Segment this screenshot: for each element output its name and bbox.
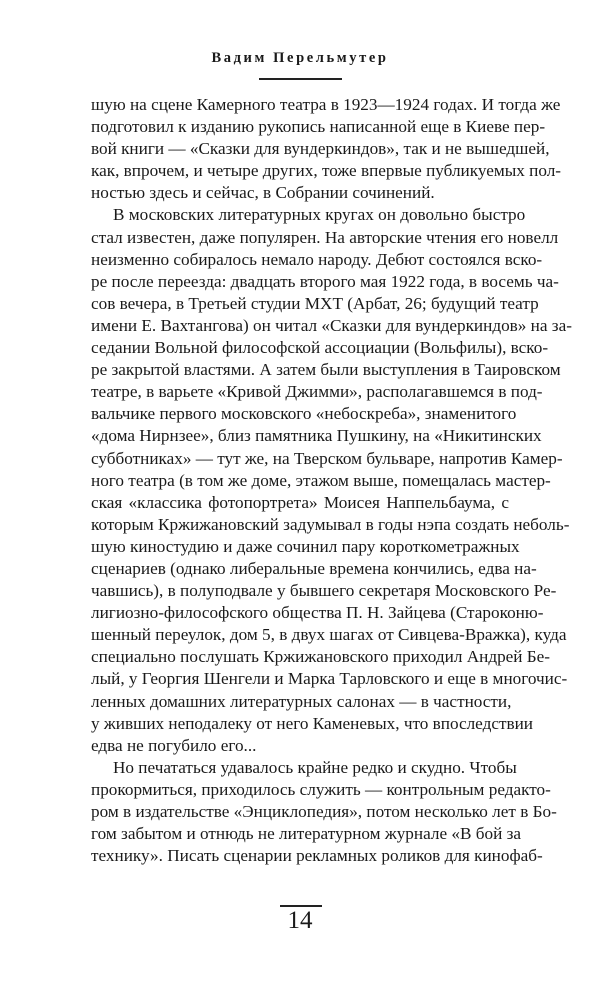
text-line: Но печататься удавалось крайне редко и скудно. Чтобы: [113, 757, 517, 777]
text-line: ленных домашних литературных салонах — в частности,: [91, 691, 512, 711]
text-line: сценариев (однако либеральные времена кончились, едва на-: [91, 558, 537, 578]
text-line: шую на сцене Камерного театра в 1923—1924 годах. И тогда же: [91, 95, 561, 114]
text-line: театре, в варьете «Кривой Джимми», располагавшемся в под-: [91, 382, 543, 402]
text-line: вой книги — «Сказки для вундеркиндов», так и не вышедшей,: [91, 139, 550, 159]
text-line: неизменно собиралось немало народу. Дебют состоялся вско-: [91, 249, 543, 269]
running-header: Вадим Перельмутер: [211, 50, 389, 66]
text-line: В московских литературных кругах он довольно быстро: [113, 205, 526, 225]
text-line: технику». Писать сценарии рекламных роликов для кинофаб-: [91, 846, 543, 866]
text-line: сов вечера, в Третьей студии МХТ (Арбат, 26; будущий театр: [91, 293, 539, 313]
text-line: «дома Нирнзее», близ памятника Пушкину, на «Никитинских: [91, 426, 542, 446]
text-line: вальчике первого московского «небоскреба», знаменитого: [91, 404, 517, 424]
text-line: ностью здесь и сейчас, в Собрании сочинений.: [91, 183, 435, 203]
text-line: специально послушать Кржижановского приходил Андрей Бе-: [91, 647, 551, 667]
text-line: прокормиться, приходилось служить — контрольным редакто-: [91, 779, 551, 799]
header-rule: [259, 78, 342, 80]
text-line: седании Вольной философской ассоциации (Вольфилы), вско-: [91, 338, 549, 358]
text-line: как, впрочем, и четыре других, тоже впервые публикуемых пол-: [91, 161, 562, 181]
text-line: едва не погубило его...: [91, 735, 257, 755]
text-line: у живших неподалеку от него Каменевых, что впоследствии: [91, 713, 533, 733]
text-line: которым Кржижановский задумывал в годы нэпа создать неболь-: [91, 514, 570, 534]
text-line: подготовил к изданию рукопись написанной еще в Киеве пер-: [91, 117, 546, 137]
text-line: лигиозно-философского общества П. Н. Зайцева (Староконю-: [91, 603, 544, 623]
page-number: 14: [287, 907, 313, 934]
text-line: ре после переезда: двадцать второго мая 1922 года, в восемь ча-: [91, 271, 559, 291]
text-line: субботниках» — тут же, на Тверском бульваре, напротив Камер-: [91, 448, 563, 468]
text-line: стал известен, даже популярен. На авторские чтения его новелл: [91, 227, 559, 247]
text-line: имени Е. Вахтангова) он читал «Сказки для вундеркиндов» на за-: [91, 315, 572, 335]
text-line: шенный переулок, дом 5, в двух шагах от Сивцева-Вражка), куда: [91, 625, 567, 645]
text-line: ром в издательстве «Энциклопедия», потом несколько лет в Бо-: [91, 802, 557, 821]
text-line: ская «классика фотопортрета» Моисея Наппельбаума, с: [91, 492, 509, 512]
text-line: чавшись), в полуподвале у бывшего секретаря Московского Ре-: [91, 581, 557, 601]
body-text: [91, 94, 572, 867]
text-line: ного театра (в том же доме, этажом выше, помещалась мастер-: [91, 470, 551, 490]
text-line: гом забытом и отнюдь не литературном журнале «В бой за: [91, 824, 521, 844]
text-line: шую киностудию и даже сочинил пару короткометражных: [91, 536, 520, 556]
text-line: лый, у Георгия Шенгели и Марка Тарловского и еще в многочис-: [91, 669, 568, 689]
text-line: ре закрытой властями. А затем были выступления в Таировском: [91, 360, 561, 380]
